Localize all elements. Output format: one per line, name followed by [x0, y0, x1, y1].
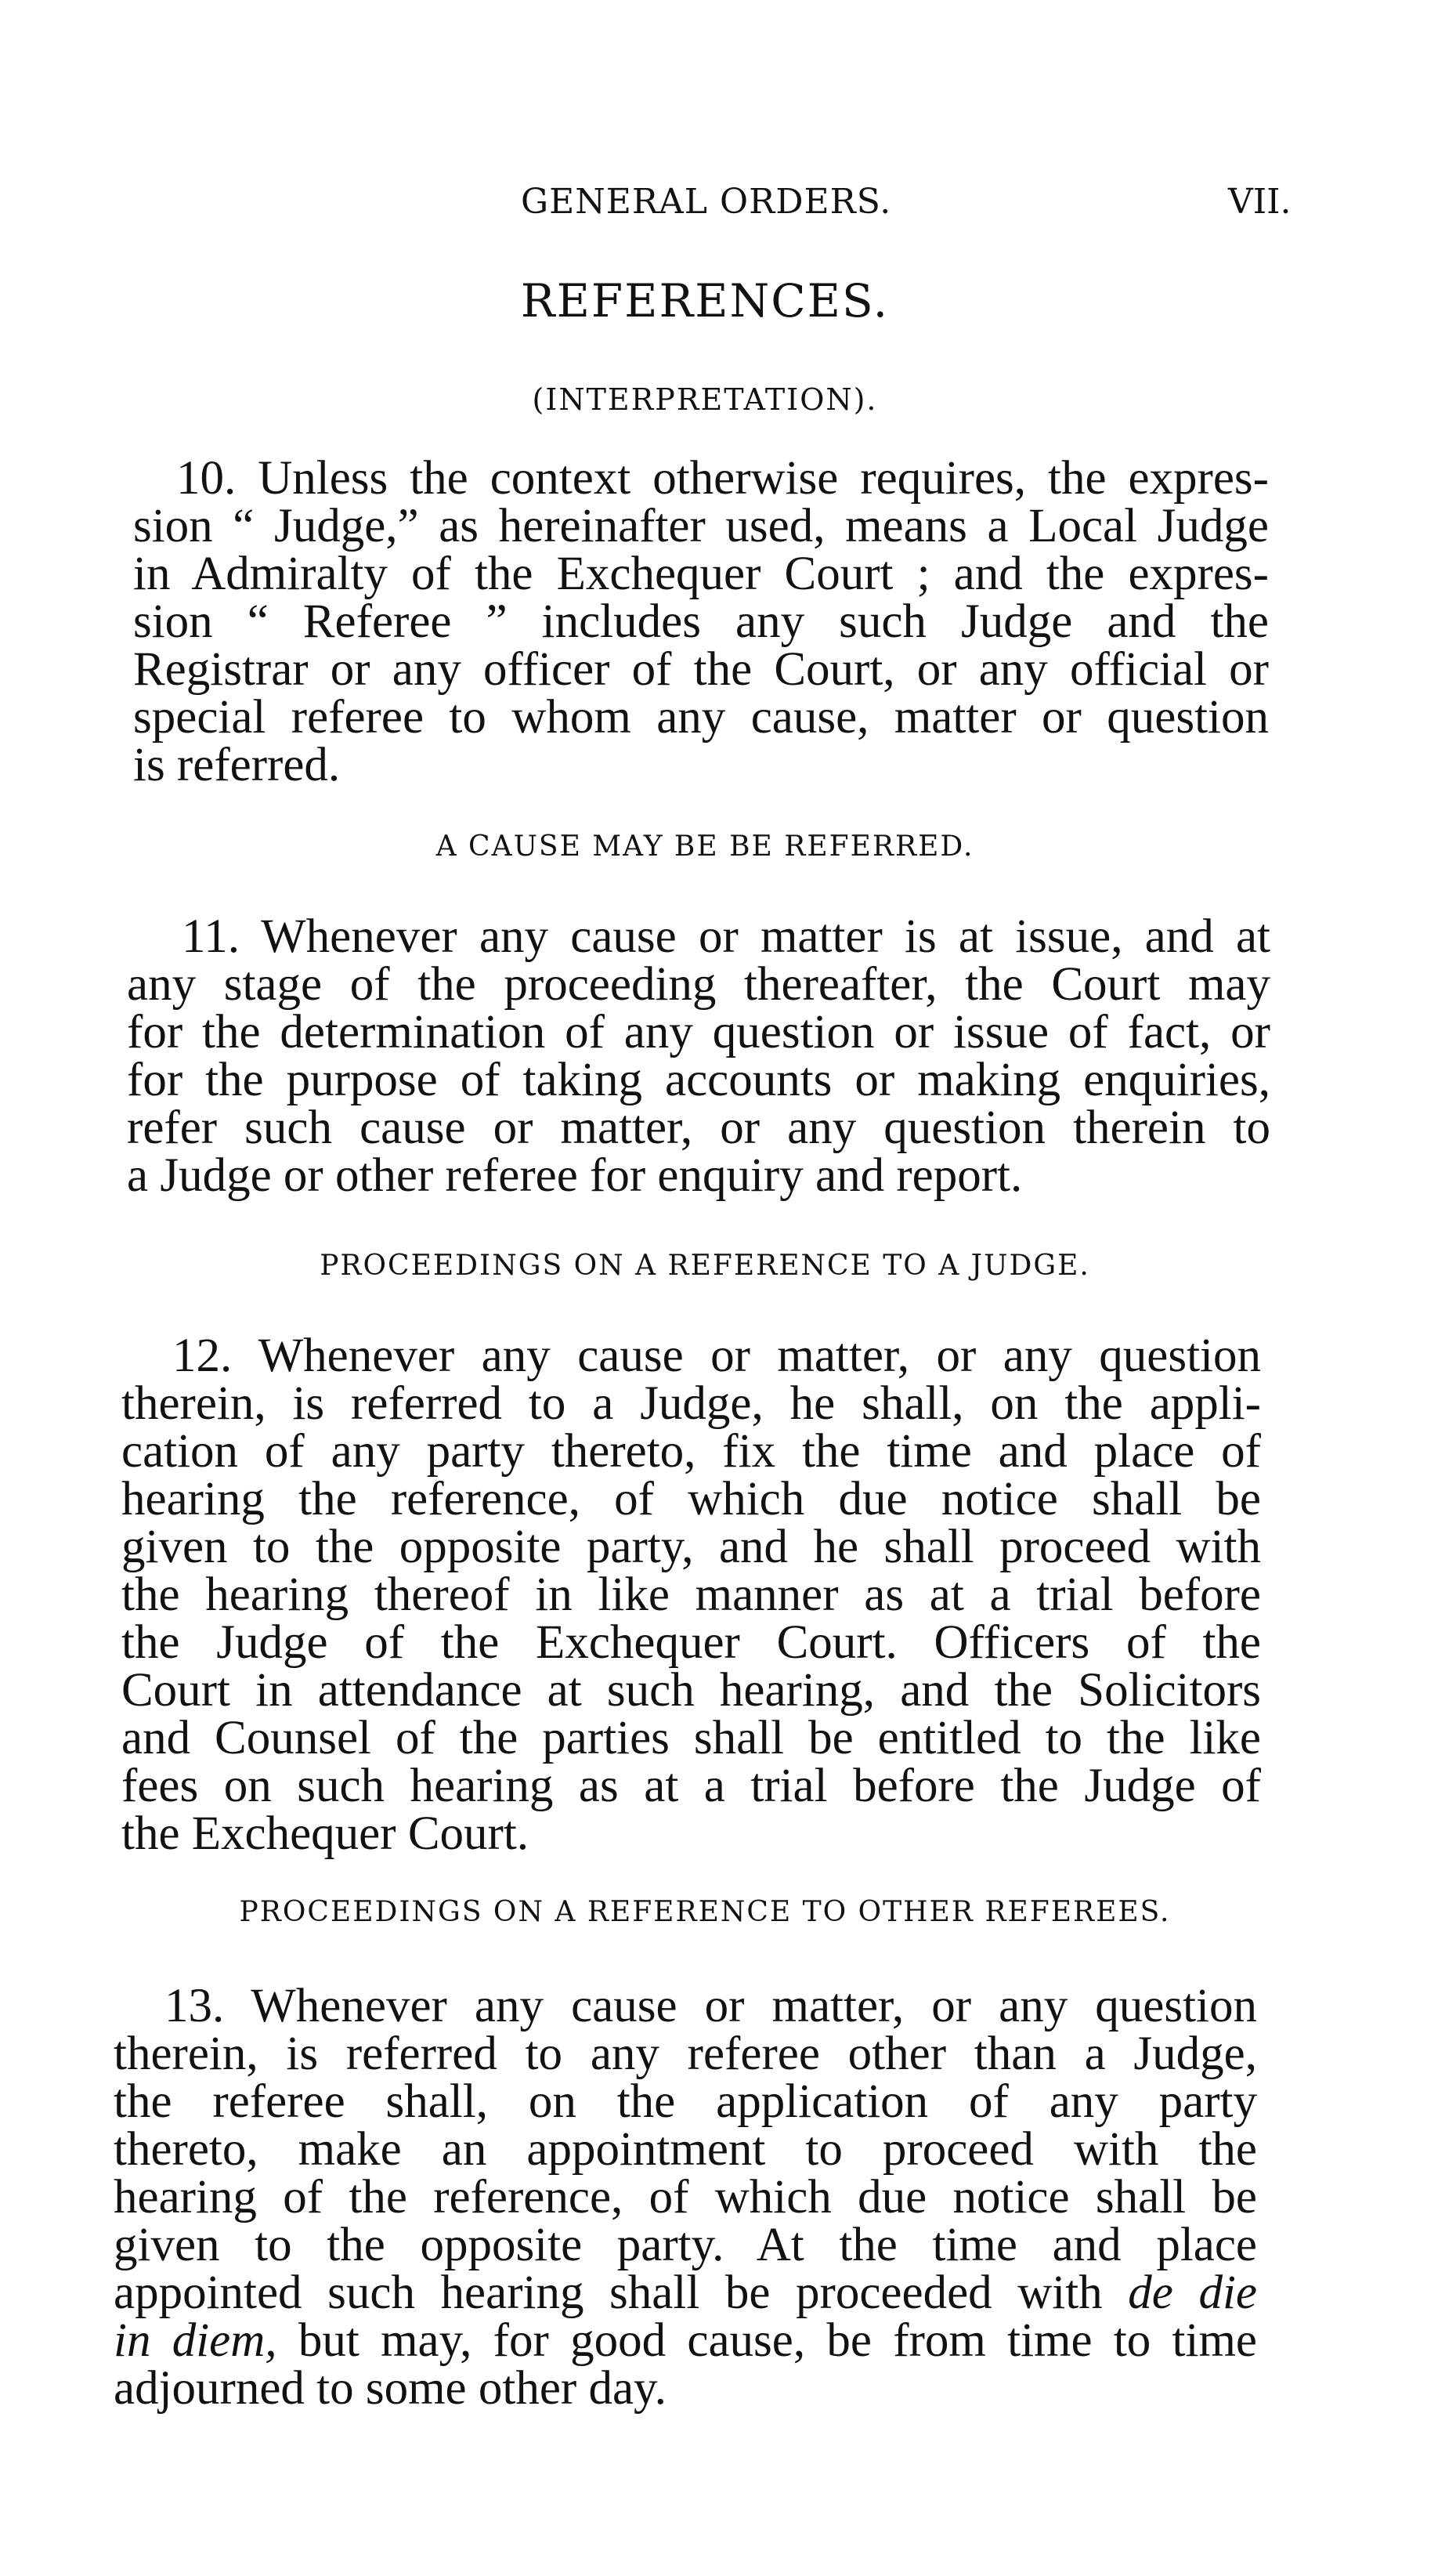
- paragraph-line-with-italic: [114, 2269, 1257, 2317]
- latin-phrase: in diem,: [114, 2314, 277, 2367]
- page-number: VII.: [1228, 182, 1292, 222]
- heading-cause-may-be-referred: A CAUSE MAY BE BE REFERRED.: [435, 830, 974, 863]
- paragraph-line: fees on such hearing as at a trial before the Judge of: [121, 1760, 1261, 1812]
- paragraph-line: a Judge or other referee for enquiry and report.: [127, 1149, 1023, 1202]
- running-title: GENERAL ORDERS.: [521, 182, 892, 222]
- paragraph-11: [127, 910, 1270, 1202]
- latin-phrase: de die: [1128, 2267, 1257, 2319]
- section-title: REFERENCES.: [520, 274, 890, 327]
- heading-reference-to-other-referees: PROCEEDINGS ON A REFERENCE TO OTHER REFEREES.: [239, 1896, 1171, 1928]
- paragraph-text: but may, for good cause, be from time to time: [276, 2314, 1257, 2367]
- paragraph-line: and Counsel of the parties shall be entitled to the like: [121, 1712, 1261, 1764]
- paragraph-line: given to the opposite party. At the time and place: [114, 2219, 1257, 2271]
- paragraph-line-with-italic: [114, 2314, 1257, 2367]
- paragraph-line: refer such cause or matter, or any question therein to: [127, 1102, 1270, 1154]
- paragraph-line: any stage of the proceeding thereafter, the Court may: [127, 958, 1270, 1011]
- paragraph-line: 10. Unless the context otherwise requires, the expres-: [176, 452, 1269, 505]
- paragraph-line: the referee shall, on the application of any party: [114, 2075, 1257, 2128]
- paragraph-line: therein, is referred to a Judge, he shall, on the appli-: [121, 1377, 1261, 1430]
- heading-reference-to-judge: PROCEEDINGS ON A REFERENCE TO A JUDGE.: [320, 1250, 1090, 1282]
- paragraph-line: for the determination of any question or issue of fact, or: [127, 1006, 1270, 1058]
- paragraph-line: cation of any party thereto, fix the time and place of: [121, 1425, 1261, 1478]
- paragraph-line: hearing of the reference, of which due notice shall be: [114, 2171, 1257, 2223]
- paragraph-line: for the purpose of taking accounts or making enquiries,: [127, 1054, 1270, 1106]
- paragraph-10: [133, 454, 1269, 789]
- section-subtitle: (INTERPRETATION).: [532, 382, 878, 417]
- paragraph-12: [121, 1332, 1261, 1858]
- paragraph-13: [114, 1980, 1257, 2415]
- paragraph-line: sion “ Referee ” includes any such Judge and the: [133, 595, 1269, 648]
- paragraph-line: 13. Whenever any cause or matter, or any question: [164, 1980, 1257, 2032]
- paragraph-text: appointed such hearing shall be proceeded with: [114, 2267, 1103, 2319]
- paragraph-line: hearing the reference, of which due notice shall be: [121, 1473, 1261, 1525]
- paragraph-line: 11. Whenever any cause or matter is at issue, and at: [182, 910, 1270, 963]
- paragraph-line: the Judge of the Exchequer Court. Officers of the: [121, 1616, 1261, 1669]
- paragraph-line: thereto, make an appointment to proceed with the: [114, 2123, 1257, 2176]
- paragraph-line: therein, is referred to any referee other than a Judge,: [114, 2028, 1257, 2080]
- paragraph-line: Court in attendance at such hearing, and the Solicitors: [121, 1664, 1261, 1717]
- paragraph-line: in Admiralty of the Exchequer Court ; and the expres-: [133, 548, 1269, 600]
- paragraph-line: the Exchequer Court.: [121, 1807, 529, 1860]
- paragraph-line: sion “ Judge,” as hereinafter used, means a Local Judge: [133, 500, 1269, 552]
- paragraph-line: adjourned to some other day.: [114, 2362, 667, 2415]
- paragraph-line: special referee to whom any cause, matter or question: [133, 691, 1269, 744]
- paragraph-line: 12. Whenever any cause or matter, or any question: [172, 1330, 1261, 1382]
- paragraph-line: Registrar or any officer of the Court, or any official or: [133, 643, 1269, 696]
- paragraph-line: the hearing thereof in like manner as at a trial before: [121, 1568, 1261, 1621]
- paragraph-line: given to the opposite party, and he shall proceed with: [121, 1521, 1261, 1573]
- paragraph-line: is referred.: [133, 739, 341, 791]
